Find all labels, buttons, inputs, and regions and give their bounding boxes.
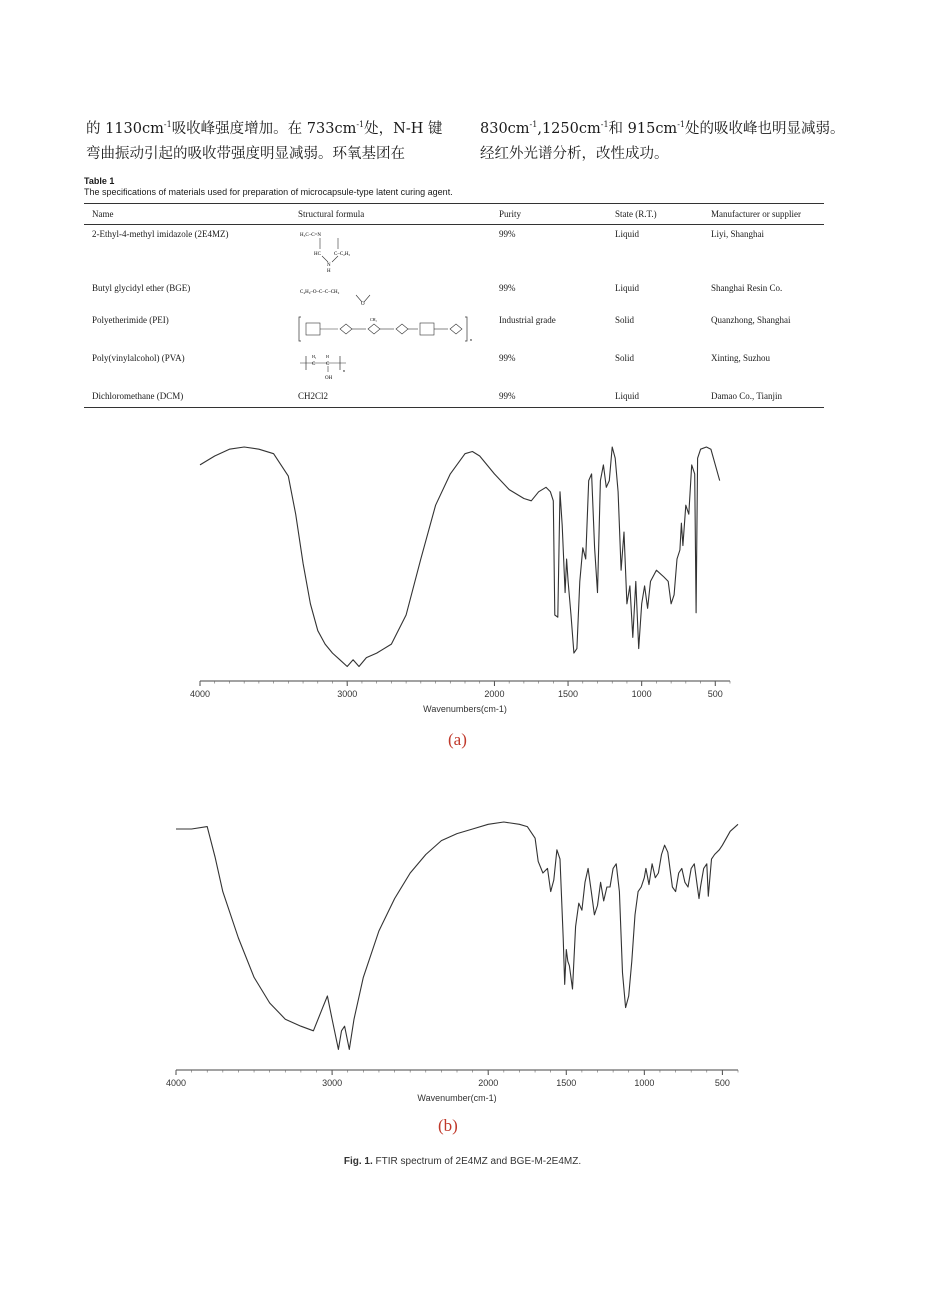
x-tick-label: 4000 [165, 1078, 187, 1088]
paragraph-left [86, 112, 458, 167]
cell-name: Poly(vinylalcohol) (PVA) [92, 353, 185, 363]
ftir-spectrum-b [160, 810, 750, 1110]
cell-formula [290, 349, 491, 387]
bge-structure [298, 283, 408, 305]
table-caption [84, 176, 826, 198]
cell-purity: 99% [499, 353, 516, 363]
svg-text:H: H [327, 269, 331, 273]
2e4mz-structure [298, 229, 408, 273]
cell-purity: Industrial grade [499, 315, 556, 325]
cell-formula [290, 279, 491, 311]
svg-text:C: C [326, 362, 330, 367]
header-state: State (R.T.) [607, 204, 703, 225]
x-tick-label: 500 [714, 1078, 730, 1088]
cell-supplier: Quanzhong, Shanghai [711, 315, 791, 325]
svg-text:n: n [343, 368, 345, 373]
svg-text:C–C₂H₅: C–C₂H₅ [334, 252, 351, 257]
table-row [84, 387, 824, 407]
svg-text:HC: HC [314, 252, 321, 257]
cell-supplier: Liyi, Shanghai [711, 229, 764, 239]
svg-text:N: N [327, 263, 331, 268]
svg-text:H₃C–C=N: H₃C–C=N [300, 233, 321, 238]
cell-formula: CH2Cl2 [290, 387, 491, 407]
pva-structure [298, 353, 378, 381]
x-tick-label: 1000 [634, 1078, 655, 1088]
header-name: Name [84, 204, 290, 225]
svg-text:OH: OH [325, 376, 333, 381]
materials-table [84, 203, 824, 408]
cell-state: Liquid [607, 387, 703, 407]
svg-text:n: n [470, 337, 472, 342]
header-formula: Structural formula [290, 204, 491, 225]
table-row [84, 225, 824, 280]
table-row [84, 311, 824, 349]
x-tick-label: 500 [707, 689, 723, 699]
header-supplier: Manufacturer or supplier [703, 204, 824, 225]
svg-text:C: C [312, 362, 316, 367]
paragraph-right [480, 112, 860, 167]
cell-state: Liquid [615, 229, 639, 239]
table-title: The specifications of materials used for preparation of microcapsule-type latent curing agent. [84, 187, 453, 197]
cell-name: Dichloromethane (DCM) [84, 387, 290, 407]
x-tick-label: 3000 [337, 689, 358, 699]
cell-state: Solid [615, 353, 635, 363]
cell-purity: 99% [499, 283, 516, 293]
x-tick-label: 3000 [322, 1078, 343, 1088]
table-label: Table 1 [84, 176, 115, 186]
x-tick-label: 1000 [631, 689, 652, 699]
svg-text:H: H [326, 354, 329, 359]
cell-supplier: Damao Co., Tianjin [703, 387, 824, 407]
figure-caption [0, 1156, 925, 1167]
paragraph-right-line-1: $830cm^{-1},1250cm^{-1}$和 $915cm^{-1}$处的吸收峰也明显减弱。 [480, 120, 845, 137]
sublabel-a: (a) [448, 730, 467, 749]
table-row [84, 279, 824, 311]
cell-supplier: Xinting, Suzhou [711, 353, 771, 363]
sublabel-b: (b) [438, 1116, 458, 1135]
x-tick-label: 4000 [189, 689, 211, 699]
svg-text:CH₃: CH₃ [370, 317, 377, 322]
x-tick-label: 1500 [556, 1078, 577, 1088]
table-row [84, 349, 824, 387]
svg-text:C₄H₉–O–C–C–CH₂: C₄H₉–O–C–C–CH₂ [300, 290, 340, 295]
figure-label: Fig. 1. [343, 1156, 373, 1167]
cell-name: 2-Ethyl-4-methyl imidazole (2E4MZ) [92, 229, 229, 239]
x-axis-label: Wavenumbers(cm-1) [423, 704, 507, 714]
ftir-spectrum-a [180, 435, 740, 725]
svg-text:O: O [361, 302, 365, 305]
cell-name: Polyetherimide (PEI) [92, 315, 169, 325]
pei-structure [298, 315, 478, 343]
spectrum-line [176, 822, 738, 1049]
cell-formula [290, 225, 491, 280]
paragraph-left-line-1: 的 $1130cm^{-1}$吸收峰强度增加。在 $733cm^{-1}$处，N-H 键 [86, 120, 443, 137]
paragraph-left-line-2: 弯曲振动引起的吸收带强度明显减弱。环氧基团在 [86, 146, 405, 162]
paragraph-right-line-2: 经红外光谱分析，改性成功。 [480, 146, 669, 162]
cell-purity: 99% [499, 229, 516, 239]
x-tick-label: 2000 [478, 1078, 499, 1088]
x-axis-label: Wavenumber(cm-1) [417, 1093, 497, 1103]
svg-text:H₂: H₂ [312, 354, 317, 359]
header-purity: Purity [491, 204, 607, 225]
x-tick-label: 1500 [558, 689, 579, 699]
x-tick-label: 2000 [484, 689, 505, 699]
table-header-row [84, 204, 824, 225]
cell-state: Liquid [615, 283, 639, 293]
figure-caption-text: FTIR spectrum of 2E4MZ and BGE-M-2E4MZ. [372, 1156, 582, 1167]
spectrum-line [200, 447, 720, 667]
cell-supplier: Shanghai Resin Co. [711, 283, 783, 293]
cell-name: Butyl glycidyl ether (BGE) [92, 283, 191, 293]
cell-formula [290, 311, 491, 349]
cell-state: Solid [615, 315, 635, 325]
cell-purity: 99% [491, 387, 607, 407]
